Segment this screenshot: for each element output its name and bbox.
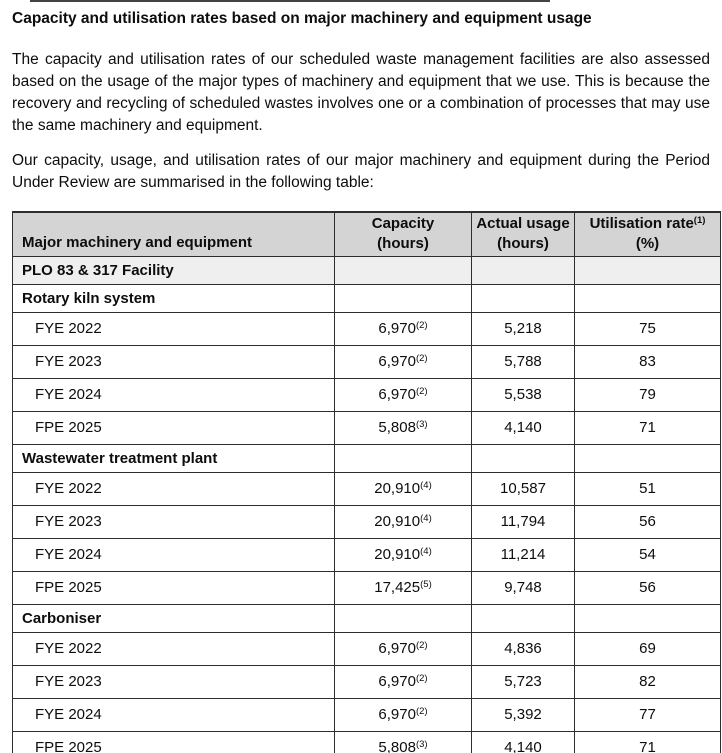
actual-usage-cell (472, 284, 575, 312)
table-row (13, 505, 721, 538)
capacity-cell: 6,970$^{(2)}$ (335, 312, 472, 345)
footnote-ref-icon: (4) (420, 480, 432, 491)
row-label-cell: FYE 2023 (13, 665, 335, 698)
row-label-cell: FYE 2024 (13, 378, 335, 411)
table-row (13, 571, 721, 604)
col-header-utilisation-rate (575, 212, 721, 256)
col-header-machinery: Major machinery and equipment (13, 212, 335, 256)
capacity-cell (335, 284, 472, 312)
row-label-cell: FPE 2025 (13, 571, 335, 604)
row-label-cell: Rotary kiln system (13, 284, 335, 312)
capacity-cell: 20,910$^{(4)}$ (335, 538, 472, 571)
capacity-cell (335, 444, 472, 472)
utilisation-rate-cell (575, 444, 721, 472)
table-row (13, 665, 721, 698)
utilisation-rate-cell: 51 (575, 472, 721, 505)
col-header-capacity-line1: Capacity (371, 215, 435, 233)
row-label-cell: Wastewater treatment plant (13, 444, 335, 472)
actual-usage-cell: 5,392 (472, 698, 575, 731)
capacity-cell: 20,910$^{(4)}$ (335, 505, 472, 538)
utilisation-rate-cell: 75 (575, 312, 721, 345)
col-header-utilisation-line2: (%) (635, 235, 660, 253)
actual-usage-cell: 11,214 (472, 538, 575, 571)
capacity-cell: 6,970$^{(2)}$ (335, 632, 472, 665)
actual-usage-cell: 11,794 (472, 505, 575, 538)
paragraph-table-lead: Our capacity, usage, and utilisation rates of our major machinery and equipment during the Period Under Review are summarised in the following table: (12, 152, 710, 191)
actual-usage-cell: 9,748 (472, 571, 575, 604)
capacity-cell: 5,808$^{(3)}$ (335, 731, 472, 753)
table-row (13, 731, 721, 753)
actual-usage-cell: 10,587 (472, 472, 575, 505)
capacity-cell: 6,970$^{(2)}$ (335, 698, 472, 731)
row-label-cell: FYE 2023 (13, 345, 335, 378)
utilisation-rate-cell (575, 604, 721, 632)
capacity-cell: 6,970$^{(2)}$ (335, 665, 472, 698)
table-row (13, 345, 721, 378)
row-label-cell: FYE 2023 (13, 505, 335, 538)
row-label-cell: FPE 2025 (13, 411, 335, 444)
table-header-row (13, 212, 721, 256)
scan-artifact (30, 0, 550, 2)
utilisation-rate-cell: 69 (575, 632, 721, 665)
capacity-cell: 6,970$^{(2)}$ (335, 378, 472, 411)
utilisation-rate-cell: 83 (575, 345, 721, 378)
utilisation-rate-cell: 56 (575, 571, 721, 604)
capacity-cell: 6,970$^{(2)}$ (335, 345, 472, 378)
row-label-cell: FYE 2024 (13, 538, 335, 571)
table-row (13, 632, 721, 665)
row-label-cell: FYE 2022 (13, 632, 335, 665)
actual-usage-cell: 5,788 (472, 345, 575, 378)
row-label-cell: Carboniser (13, 604, 335, 632)
col-header-utilisation-line1: Utilisation rate$^{(1)}$ (589, 215, 706, 233)
footnote-ref-icon: (3) (415, 739, 428, 750)
actual-usage-cell: 5,723 (472, 665, 575, 698)
footnote-ref-icon: (2) (415, 640, 428, 651)
table-row (13, 538, 721, 571)
footnote-ref-icon: (5) (420, 579, 432, 590)
page-title: Capacity and utilisation rates based on major machinery and equipment usage (12, 10, 592, 27)
table-row-facility (13, 256, 721, 284)
footnote-ref-icon: (2) (415, 353, 428, 364)
table-row-section (13, 604, 721, 632)
footnote-ref-icon: (1) (693, 215, 706, 227)
table-row-section (13, 444, 721, 472)
col-header-capacity-line2: (hours) (377, 235, 429, 253)
actual-usage-cell: 5,218 (472, 312, 575, 345)
actual-usage-cell: 4,140 (472, 411, 575, 444)
utilisation-rate-cell: 54 (575, 538, 721, 571)
utilisation-rate-cell: 71 (575, 731, 721, 753)
utilisation-rate-cell: 77 (575, 698, 721, 731)
actual-usage-cell: 4,836 (472, 632, 575, 665)
actual-usage-cell (472, 256, 575, 284)
capacity-cell (335, 604, 472, 632)
paragraph-intro: The capacity and utilisation rates of our scheduled waste management facilities are also assessed based on the usage of the major types of machinery and equipment that we use. This is because the recovery and recycling of scheduled wastes involves one or a combination of processes that may use the same machinery and equipment. (12, 51, 710, 134)
row-label-cell: FYE 2022 (13, 312, 335, 345)
footnote-ref-icon: (4) (420, 513, 432, 524)
row-label-cell: FYE 2022 (13, 472, 335, 505)
utilisation-rate-cell: 79 (575, 378, 721, 411)
row-label-cell: FYE 2024 (13, 698, 335, 731)
capacity-cell: 5,808$^{(3)}$ (335, 411, 472, 444)
col-header-actual-usage (472, 212, 575, 256)
table-row (13, 378, 721, 411)
table-row (13, 411, 721, 444)
capacity-cell: 20,910$^{(4)}$ (335, 472, 472, 505)
utilisation-rate-cell (575, 284, 721, 312)
utilisation-rate-cell: 82 (575, 665, 721, 698)
footnote-ref-icon: (4) (420, 546, 432, 557)
footnote-ref-icon: (3) (415, 419, 428, 430)
actual-usage-cell: 5,538 (472, 378, 575, 411)
capacity-cell (335, 256, 472, 284)
actual-usage-cell (472, 444, 575, 472)
row-label-cell: PLO 83 & 317 Facility (13, 256, 335, 284)
table-row-section (13, 284, 721, 312)
actual-usage-cell (472, 604, 575, 632)
utilisation-rate-cell: 56 (575, 505, 721, 538)
utilisation-rate-cell: 71 (575, 411, 721, 444)
col-header-actual-line1: Actual usage (476, 215, 570, 233)
utilisation-rate-cell (575, 256, 721, 284)
actual-usage-cell: 4,140 (472, 731, 575, 753)
col-header-capacity (335, 212, 472, 256)
table-row (13, 312, 721, 345)
table-row (13, 698, 721, 731)
col-header-actual-line2: (hours) (497, 235, 549, 253)
capacity-cell: 17,425$^{(5)}$ (335, 571, 472, 604)
footnote-ref-icon: (2) (415, 673, 428, 684)
table-row (13, 472, 721, 505)
footnote-ref-icon: (2) (415, 386, 428, 397)
footnote-ref-icon: (2) (415, 706, 428, 717)
footnote-ref-icon: (2) (415, 320, 428, 331)
row-label-cell: FPE 2025 (13, 731, 335, 753)
capacity-utilisation-table (12, 211, 721, 753)
